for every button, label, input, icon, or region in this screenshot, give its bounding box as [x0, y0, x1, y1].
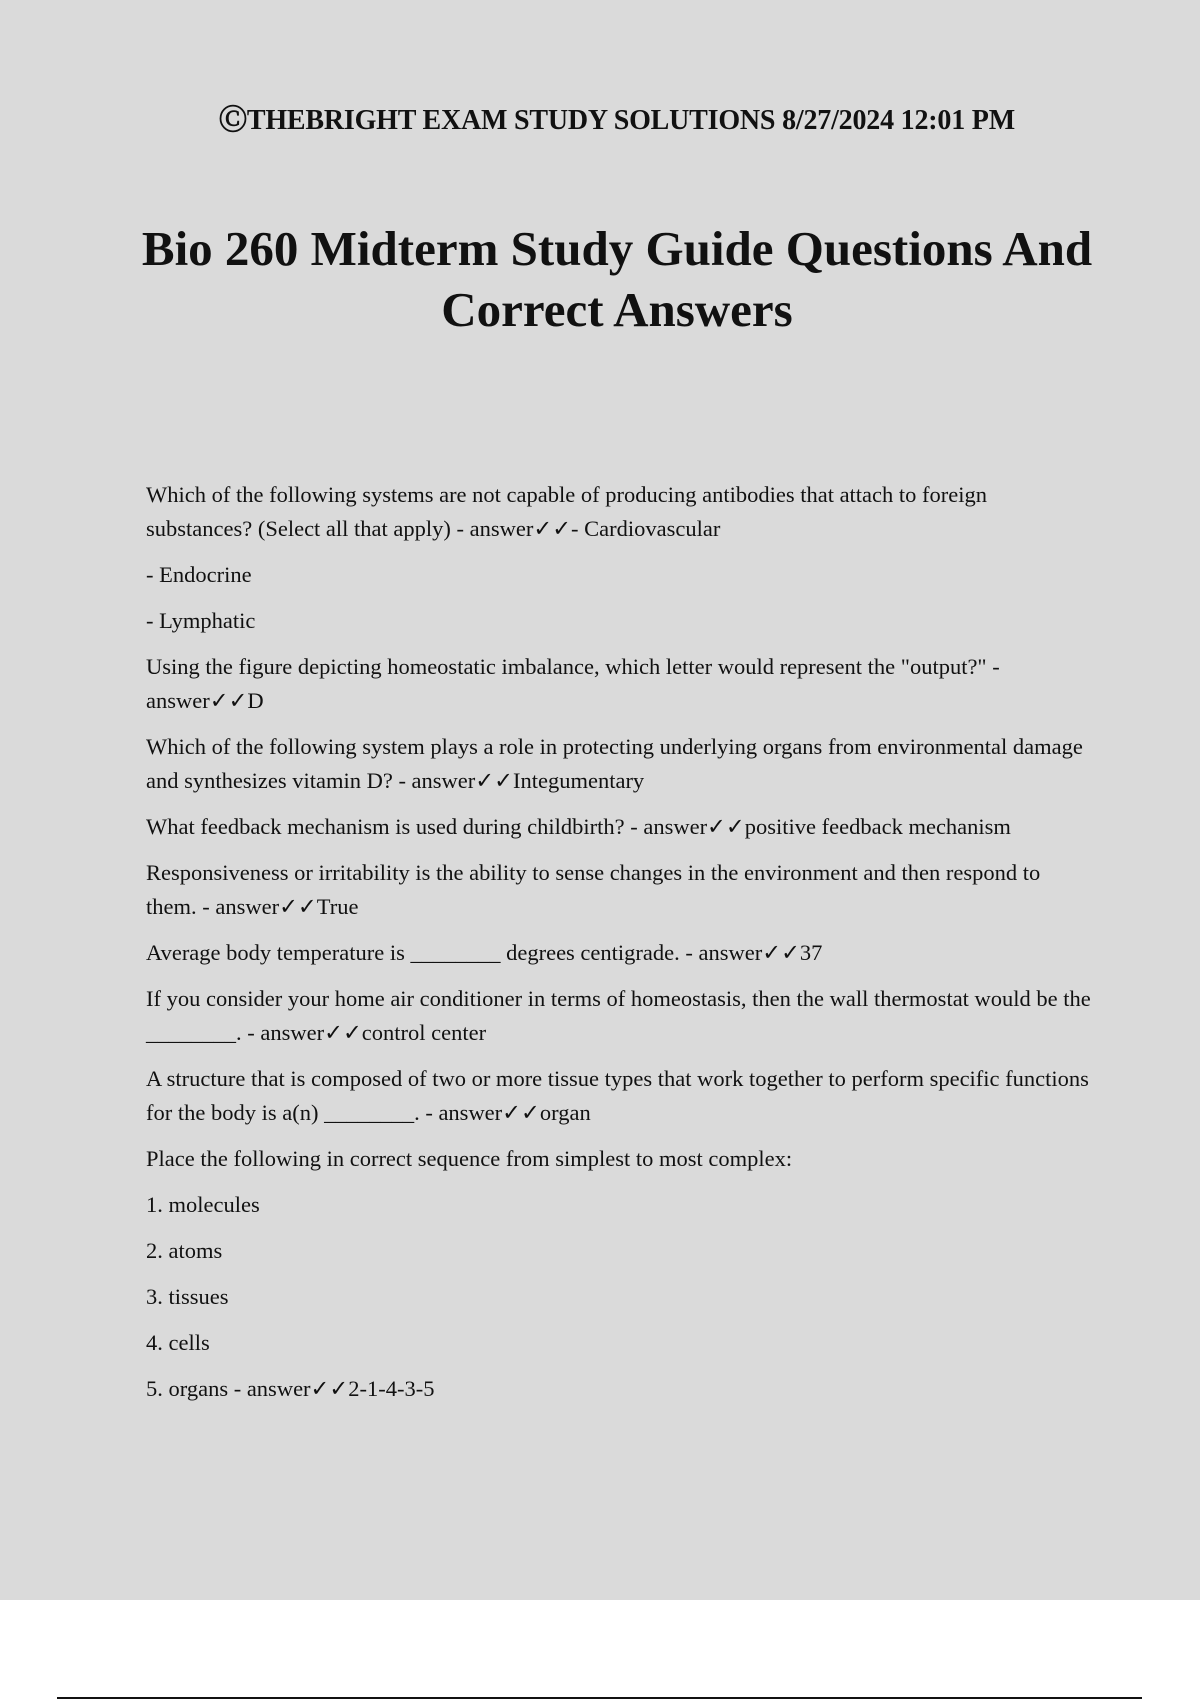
paragraph: Which of the following system plays a role in protecting underlying organs from environmental damage and synthesizes vitamin D? - answer✓✓Integumentary: [146, 734, 1083, 793]
paragraph: - Endocrine: [146, 562, 252, 587]
question-list: [146, 478, 1096, 1418]
paragraph: Which of the following systems are not capable of producing antibodies that attach to foreign substances? (Select all that apply) - answer✓✓- Cardiovascular: [146, 482, 988, 541]
paragraph: Average body temperature is ________ degrees centigrade. - answer✓✓37: [146, 940, 823, 965]
list-item: 5. organs - answer✓✓2-1-4-3-5: [146, 1376, 435, 1401]
list-item: 2. atoms: [146, 1238, 223, 1263]
document-title: Bio 260 Midterm Study Guide Questions And Correct Answers: [141, 221, 1093, 337]
paragraph: Responsiveness or irritability is the ability to sense changes in the environment and then respond to them. - answer✓✓True: [146, 860, 1041, 919]
paragraph: - Lymphatic: [146, 608, 256, 633]
list-item: 1. molecules: [146, 1192, 260, 1217]
paragraph: Using the figure depicting homeostatic imbalance, which letter would represent the "output?" - answer✓✓D: [146, 654, 1000, 713]
list-item: 3. tissues: [146, 1284, 229, 1309]
paragraph: If you consider your home air conditioner in terms of homeostasis, then the wall thermostat would be the ________. - answer✓✓control center: [146, 986, 1091, 1045]
paragraph: What feedback mechanism is used during childbirth? - answer✓✓positive feedback mechanism: [146, 814, 1011, 839]
footer-divider: [57, 1697, 1142, 1699]
paragraph: A structure that is composed of two or more tissue types that work together to perform specific functions for the body is a(n) ________. - answer✓✓organ: [146, 1066, 1089, 1125]
paragraph: Place the following in correct sequence from simplest to most complex:: [146, 1146, 793, 1171]
page-header: ⒸTHEBRIGHT EXAM STUDY SOLUTIONS 8/27/2024 12:01 PM: [219, 105, 1015, 136]
list-item: 4. cells: [146, 1330, 210, 1355]
